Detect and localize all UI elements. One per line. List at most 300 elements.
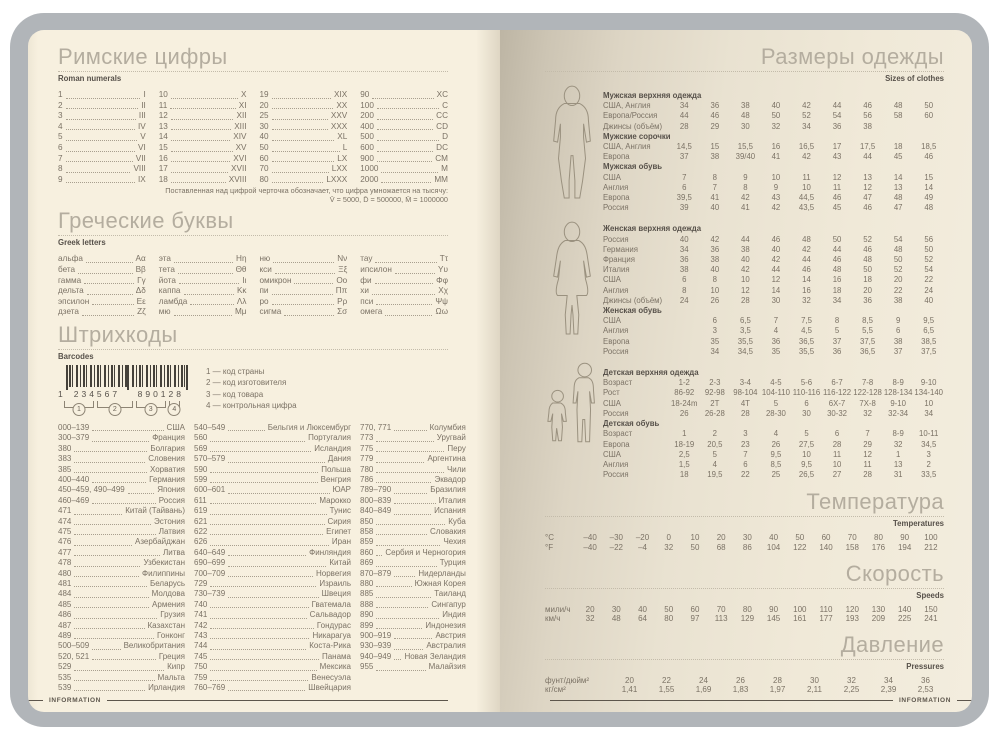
dotted-leader xyxy=(272,161,335,162)
reference-key: 400 xyxy=(360,121,374,131)
size-value: 19,5 xyxy=(707,470,723,480)
reference-value: Эквадор xyxy=(434,474,466,484)
reference-key: 487 xyxy=(58,620,72,630)
reference-row xyxy=(58,465,185,475)
reference-row xyxy=(58,496,185,506)
reference-value: XXV xyxy=(330,111,348,121)
size-value: 27 xyxy=(832,470,842,480)
reference-row xyxy=(360,589,466,599)
size-value xyxy=(669,347,700,357)
size-value: 17,5 xyxy=(860,142,876,152)
size-value: 3,5 xyxy=(739,326,751,336)
size-value: 40 xyxy=(924,295,934,305)
reference-value: Швейцария xyxy=(308,683,351,693)
reference-key: 773 xyxy=(360,433,374,443)
size-row xyxy=(603,450,944,460)
reference-value: Молдова xyxy=(151,589,185,599)
unit-value: 0 xyxy=(666,533,671,543)
size-group-header: Мужские сорочки xyxy=(603,131,671,141)
size-value: 7-8 xyxy=(861,378,874,388)
clothes-title: Размеры одежды xyxy=(760,44,944,69)
size-value: 7 xyxy=(865,429,870,439)
dotted-leader xyxy=(376,472,444,473)
dotted-leader xyxy=(92,430,163,431)
size-value: 36 xyxy=(771,336,781,346)
reference-key: 611 xyxy=(194,495,207,505)
size-value: 11 xyxy=(863,459,872,469)
size-value: 14 xyxy=(893,172,903,182)
size-value: 15 xyxy=(924,172,934,182)
dotted-leader xyxy=(74,514,122,515)
unit-row xyxy=(545,614,944,624)
size-value: 37,5 xyxy=(860,336,876,346)
reference-row xyxy=(194,579,351,589)
dotted-leader xyxy=(74,690,145,691)
reference-row xyxy=(58,143,146,154)
dotted-leader xyxy=(66,129,135,130)
size-value: 26 xyxy=(771,439,781,449)
barcode-group-bracket xyxy=(64,401,94,413)
reference-row xyxy=(360,132,448,143)
reference-key: 500 xyxy=(360,132,374,142)
reference-row xyxy=(360,517,466,527)
reference-key: 476 xyxy=(58,537,72,547)
reference-value: XIV xyxy=(233,132,247,142)
size-value: 36 xyxy=(832,346,842,356)
reference-key: гамма xyxy=(58,275,82,285)
size-row-label: США, Англия xyxy=(603,142,651,152)
reference-key: 869 xyxy=(360,558,374,568)
reference-value: III xyxy=(138,111,146,121)
unit-value: 60 xyxy=(821,533,831,543)
size-value: 8-9 xyxy=(892,429,904,439)
reference-value: XC xyxy=(436,90,448,99)
size-row-label: Англия xyxy=(603,182,629,192)
dotted-leader xyxy=(228,462,325,463)
footer-rule xyxy=(957,700,972,701)
reference-row xyxy=(58,307,146,318)
size-value: 34,5 xyxy=(737,346,753,356)
size-block xyxy=(603,224,944,357)
size-value: 36 xyxy=(863,295,872,305)
reference-key: пи xyxy=(259,286,269,296)
size-value: 46 xyxy=(832,255,842,265)
size-group-header: Мужская верхняя одежда xyxy=(603,91,702,100)
right-page xyxy=(500,30,972,712)
barcode-group-bracket xyxy=(136,401,166,413)
reference-row xyxy=(194,641,351,651)
reference-row xyxy=(260,143,348,154)
reference-row xyxy=(360,652,466,662)
dotted-leader xyxy=(381,172,438,173)
reference-value: Швеция xyxy=(321,589,351,599)
reference-key: каппа xyxy=(158,286,181,296)
dotted-leader xyxy=(228,430,265,431)
reference-row xyxy=(360,143,448,154)
reference-key: 730–739 xyxy=(194,589,226,599)
size-value: 9,5 xyxy=(770,449,782,459)
dotted-leader xyxy=(171,161,230,162)
reference-key: 8 xyxy=(58,164,63,174)
size-value: 52 xyxy=(863,234,872,244)
reference-value: Италия xyxy=(438,495,466,505)
size-value: 38,5 xyxy=(921,336,937,346)
size-row xyxy=(603,142,944,152)
size-value: 29 xyxy=(710,121,720,131)
size-value: 16 xyxy=(832,275,842,285)
size-value: 23 xyxy=(741,439,750,449)
size-value: 4 xyxy=(712,459,717,469)
size-value: 18 xyxy=(863,275,872,285)
roman-numerals-subtitle: Roman numerals xyxy=(58,74,122,83)
footer-rule xyxy=(107,700,448,701)
reference-row xyxy=(58,548,185,558)
pressure-table xyxy=(545,676,944,695)
reference-value: Словения xyxy=(148,454,185,464)
reference-row xyxy=(360,641,466,651)
legend-item: 4 — контрольная цифра xyxy=(206,401,297,411)
reference-key: 486 xyxy=(58,610,72,620)
dotted-leader xyxy=(377,140,439,141)
roman-note-line1: Поставленная над цифрой черточка обозначает, что цифра умножается на тысячу: xyxy=(165,186,448,196)
reference-row xyxy=(58,276,146,287)
size-value: 48 xyxy=(893,244,903,254)
reference-value: LX xyxy=(337,153,348,163)
size-value: 43 xyxy=(832,152,842,162)
size-value: 38 xyxy=(710,255,720,265)
barcode-groups xyxy=(64,401,180,413)
reference-value: Китай xyxy=(329,558,351,568)
size-row xyxy=(603,399,944,409)
reference-row xyxy=(159,101,247,112)
reference-row xyxy=(360,537,466,547)
reference-row xyxy=(58,297,146,308)
reference-row xyxy=(360,621,466,631)
size-row-label: Возраст xyxy=(603,378,633,388)
reference-value: X xyxy=(241,90,247,99)
unit-value: 130 xyxy=(871,604,886,614)
reference-value: Ββ xyxy=(135,264,146,274)
dotted-leader xyxy=(294,283,333,284)
reference-value: Нидерланды xyxy=(418,568,466,578)
reference-key: 900–919 xyxy=(360,631,392,641)
reference-row xyxy=(360,475,466,485)
size-value: 9 xyxy=(895,316,901,326)
size-value: 6 xyxy=(895,326,901,336)
reference-value: Япония xyxy=(157,485,185,495)
reference-key: 700–709 xyxy=(194,568,226,578)
dotted-leader xyxy=(376,441,433,442)
reference-row xyxy=(58,641,185,651)
children-silhouette-icon xyxy=(545,359,607,445)
unit-value: 68 xyxy=(716,542,726,552)
reference-row xyxy=(360,433,466,443)
size-row-label: Франция xyxy=(603,255,635,265)
reference-row xyxy=(58,527,185,537)
left-page xyxy=(28,30,500,712)
reference-value: XII xyxy=(236,111,247,121)
size-value: 6 xyxy=(834,429,840,439)
reference-row xyxy=(58,475,185,485)
reference-row xyxy=(58,600,185,610)
size-row-label: Италия xyxy=(603,265,630,275)
size-row-label: Англия xyxy=(603,459,629,469)
reference-value: D xyxy=(442,132,448,142)
reference-row xyxy=(159,297,247,308)
reference-key: 640–649 xyxy=(194,547,226,557)
size-row xyxy=(603,122,944,132)
size-value: 28 xyxy=(741,408,750,418)
size-value: 37 xyxy=(893,346,903,356)
size-value: 40 xyxy=(710,203,720,213)
dotted-leader xyxy=(272,294,333,295)
speed-subtitle: Speeds xyxy=(916,590,944,600)
unit-value: 212 xyxy=(924,542,938,552)
dotted-leader xyxy=(171,98,238,99)
size-value xyxy=(669,326,700,336)
size-value: 52 xyxy=(802,111,811,121)
woman-silhouette-icon xyxy=(545,219,599,343)
reference-row xyxy=(58,164,146,175)
reference-value: VIII xyxy=(133,164,146,174)
size-value: 38 xyxy=(679,265,689,275)
unit-row xyxy=(545,533,944,543)
dotted-leader xyxy=(272,129,328,130)
size-value: 42 xyxy=(741,193,750,203)
temperature-subtitle: Temperatures xyxy=(893,519,944,529)
unit-row-label: кг/см² xyxy=(545,685,566,695)
size-value: 38 xyxy=(741,101,750,111)
reference-row xyxy=(360,610,466,620)
dotted-leader xyxy=(272,140,335,141)
unit-value: 100 xyxy=(793,604,807,614)
reference-value: CM xyxy=(435,153,448,163)
size-value xyxy=(883,122,914,132)
reference-key: 900 xyxy=(360,153,374,163)
size-value: 3 xyxy=(926,449,931,459)
reference-row xyxy=(58,154,146,165)
size-value: 2 xyxy=(712,429,717,439)
roman-note-line2: V̄ = 5000, D̄ = 500000, M̄ = 1000000 xyxy=(329,194,448,204)
size-value: 9 xyxy=(773,182,779,192)
unit-value: 177 xyxy=(819,614,833,624)
reference-key: 500–509 xyxy=(58,641,90,651)
size-value: 44 xyxy=(802,255,811,265)
reference-row xyxy=(194,475,351,485)
diary-cover xyxy=(10,13,989,727)
size-row xyxy=(603,193,944,203)
size-value: 32 xyxy=(863,408,872,418)
dotted-leader xyxy=(66,182,135,183)
reference-key: пси xyxy=(360,296,374,306)
reference-value: Литва xyxy=(163,547,185,557)
size-value: 46 xyxy=(771,234,781,244)
dotted-leader xyxy=(174,262,233,263)
dotted-leader xyxy=(210,680,308,681)
reference-value: Беларусь xyxy=(150,579,185,588)
reference-row xyxy=(58,433,185,443)
reference-key: ипсилон xyxy=(360,264,392,274)
reference-key: 770, 771 xyxy=(360,422,392,432)
reference-key: 621 xyxy=(194,516,208,526)
reference-value: Ηη xyxy=(236,254,247,264)
unit-value: 50 xyxy=(795,533,805,543)
reference-key: 474 xyxy=(58,516,72,526)
reference-value: Ττ xyxy=(439,254,448,264)
size-row xyxy=(603,183,944,193)
divider-line xyxy=(58,349,448,350)
size-value: 45 xyxy=(893,152,903,162)
size-value: 11 xyxy=(833,182,842,192)
reference-key: 741 xyxy=(194,610,208,620)
size-group-header: Мужская обувь xyxy=(603,162,663,172)
reference-value: Ζζ xyxy=(137,307,146,317)
reference-value: Σσ xyxy=(337,307,348,317)
size-row-label: США xyxy=(603,172,621,182)
dotted-leader xyxy=(92,649,120,650)
unit-row-label: мили/ч xyxy=(545,604,571,614)
reference-value: Тунис xyxy=(329,506,351,516)
reference-key: 759 xyxy=(194,672,208,682)
size-value: 8 xyxy=(712,275,717,285)
left-page-footer xyxy=(28,697,448,704)
reference-value: Латвия xyxy=(158,526,185,536)
dotted-leader xyxy=(377,161,432,162)
size-value: 12 xyxy=(771,275,781,285)
reference-key: 744 xyxy=(194,641,208,651)
reference-value: Чили xyxy=(446,464,466,474)
dotted-leader xyxy=(86,262,133,263)
reference-row xyxy=(360,265,448,276)
reference-key: 540–549 xyxy=(194,422,226,432)
size-value: 35 xyxy=(771,346,781,356)
reference-value: XVI xyxy=(233,153,247,163)
reference-row xyxy=(360,485,466,495)
size-row xyxy=(603,326,944,336)
reference-value: IX xyxy=(138,174,146,184)
size-value: 46 xyxy=(832,193,842,203)
dotted-leader xyxy=(394,514,431,515)
reference-value: Колумбия xyxy=(429,422,466,432)
size-value: 25 xyxy=(771,470,781,480)
reference-row xyxy=(194,589,351,599)
reference-key: тау xyxy=(360,254,373,264)
dotted-leader xyxy=(174,315,232,316)
reference-row xyxy=(260,111,348,122)
dotted-leader xyxy=(273,262,334,263)
size-value: 54 xyxy=(832,111,842,121)
size-value: 40 xyxy=(771,244,781,254)
size-value: 22 xyxy=(741,470,750,480)
size-row xyxy=(603,409,944,419)
divider-line xyxy=(58,71,448,72)
size-value: 18 xyxy=(832,285,842,295)
reference-value: Ирландия xyxy=(148,683,185,693)
reference-value: Филиппины xyxy=(142,568,185,578)
size-value: 42 xyxy=(771,255,781,265)
unit-row xyxy=(545,676,944,686)
reference-key: ламбда xyxy=(158,296,188,306)
reference-value: C xyxy=(442,100,448,110)
reference-row xyxy=(360,506,466,516)
size-value: 116-122 xyxy=(823,388,852,398)
reference-key: 740 xyxy=(194,599,208,609)
footer-rule xyxy=(550,700,893,701)
dotted-leader xyxy=(376,607,428,608)
size-value: 6 xyxy=(712,316,717,326)
unit-value: 104 xyxy=(766,542,781,552)
size-value: 3 xyxy=(743,429,748,439)
reference-row xyxy=(360,662,466,672)
reference-key: сигма xyxy=(259,307,282,317)
dotted-leader xyxy=(74,576,139,577)
barcode-bars-icon xyxy=(66,365,188,387)
size-value: 12 xyxy=(863,449,872,459)
group-number-badge: 2 xyxy=(108,403,121,416)
dotted-leader xyxy=(92,503,156,504)
unit-value: 10 xyxy=(690,533,700,543)
barcode-digit-group: 234567 xyxy=(73,388,121,399)
reference-row xyxy=(194,558,351,568)
size-value: 36 xyxy=(710,244,720,254)
reference-row xyxy=(360,496,466,506)
reference-row xyxy=(58,265,146,276)
dotted-leader xyxy=(74,566,140,567)
reference-value: XI xyxy=(238,100,247,110)
speed-title: Скорость xyxy=(845,560,944,586)
reference-value: VI xyxy=(138,142,146,152)
dotted-leader xyxy=(228,576,313,577)
size-row xyxy=(603,460,944,470)
unit-value: 40 xyxy=(638,604,647,614)
size-value: 44 xyxy=(832,244,842,254)
unit-value: 70 xyxy=(847,533,857,543)
reference-row xyxy=(260,286,348,297)
reference-value: Ψψ xyxy=(435,296,448,306)
unit-value: 209 xyxy=(871,614,886,624)
dotted-leader xyxy=(66,119,136,120)
size-value: 38 xyxy=(863,121,872,131)
size-value: 46 xyxy=(863,101,872,111)
reference-value: Кипр xyxy=(167,662,185,672)
reference-row xyxy=(360,90,448,101)
reference-value: Россия xyxy=(158,495,185,505)
reference-value: Финляндия xyxy=(309,547,351,557)
reference-key: 880 xyxy=(360,579,374,588)
size-value: 5 xyxy=(804,429,809,439)
dotted-leader xyxy=(92,441,149,442)
size-value xyxy=(669,316,700,326)
unit-value: 80 xyxy=(664,614,674,624)
dotted-leader xyxy=(385,315,432,316)
reference-value: DC xyxy=(436,142,448,152)
dotted-leader xyxy=(375,283,434,284)
size-value: 46 xyxy=(863,244,872,254)
reference-row xyxy=(58,537,185,547)
dotted-leader xyxy=(74,586,147,587)
reference-row xyxy=(58,111,146,122)
size-row xyxy=(603,245,944,255)
reference-row xyxy=(260,307,348,318)
size-group-header: Женская обувь xyxy=(603,306,662,316)
unit-value: 1,97 xyxy=(769,685,786,695)
dotted-leader xyxy=(394,638,432,639)
pair-column xyxy=(360,254,448,318)
unit-value: 1,55 xyxy=(658,685,675,695)
dotted-leader xyxy=(66,151,135,152)
reference-row xyxy=(58,631,185,641)
dotted-leader xyxy=(272,151,340,152)
